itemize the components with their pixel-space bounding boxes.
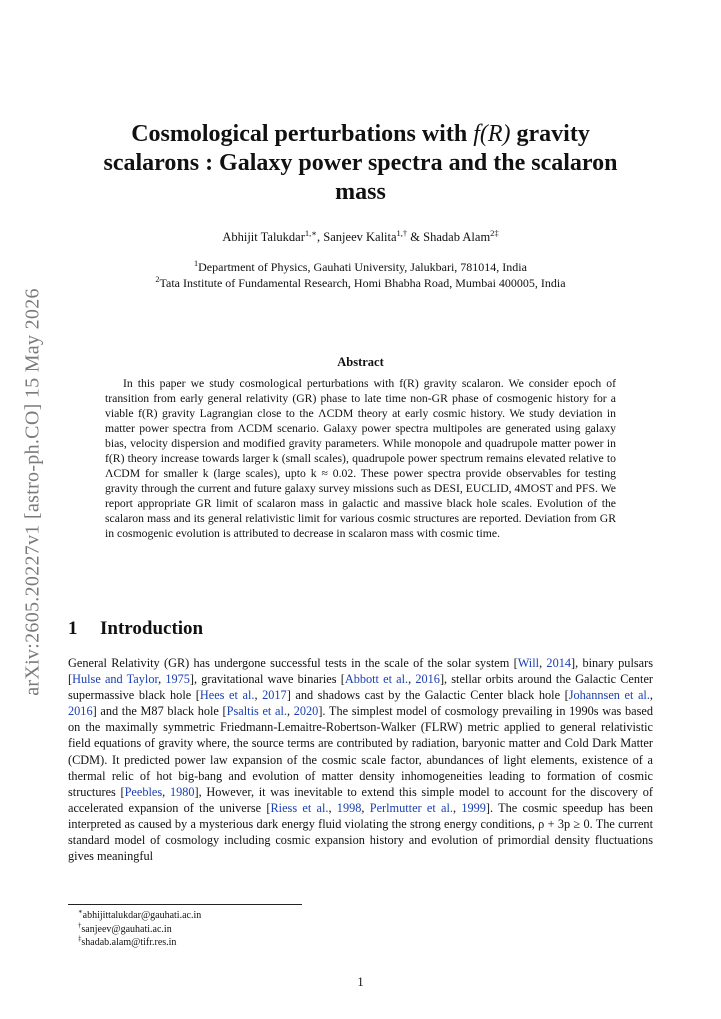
citation-link[interactable]: 2016 bbox=[68, 704, 93, 719]
body-text: ], binary pulsars [ bbox=[68, 656, 653, 687]
abstract-heading: Abstract bbox=[337, 355, 384, 369]
page-number: 1 bbox=[357, 975, 364, 989]
section-title: Introduction bbox=[100, 618, 204, 639]
citation-link[interactable]: Hulse and Taylor bbox=[72, 672, 159, 687]
body-text: , bbox=[328, 800, 337, 815]
citation-link[interactable]: 2020 bbox=[293, 704, 319, 719]
body-text: ], stellar orbits around the Galactic Center supermassive black hole [ bbox=[68, 672, 653, 703]
citation-link[interactable]: 1975 bbox=[165, 672, 190, 687]
author-name: Abhijit Talukdar bbox=[222, 230, 305, 244]
footnotes bbox=[78, 909, 201, 950]
affiliation-text: Department of Physics, Gauhati University, Jalukbari, 781014, India bbox=[198, 260, 527, 274]
body-text: ] and shadows cast by the Galactic Center black hole [ bbox=[286, 688, 569, 703]
citation-link[interactable]: 2014 bbox=[546, 656, 572, 670]
title-fR: f(R) bbox=[473, 121, 511, 147]
affiliation-text: Tata Institute of Fundamental Research, Homi Bhabha Road, Mumbai 400005, India bbox=[159, 276, 566, 290]
author-list bbox=[90, 227, 631, 245]
citation-link[interactable]: Psaltis et al. bbox=[226, 704, 287, 719]
affiliation-mark: 2 bbox=[155, 275, 160, 284]
author-separator: & bbox=[407, 230, 424, 244]
footnote-email[interactable]: sanjeev@gauhati.ac.in bbox=[81, 923, 172, 935]
citation-link[interactable]: Perlmutter et al. bbox=[369, 800, 453, 815]
body-text: , bbox=[539, 656, 547, 670]
citation-link[interactable]: 1980 bbox=[169, 784, 195, 799]
body-text: , bbox=[408, 672, 416, 687]
footnote-mark: ‡ bbox=[78, 935, 82, 943]
footnote bbox=[78, 923, 201, 937]
author-separator: , bbox=[317, 230, 324, 244]
affiliation-mark: 1 bbox=[194, 259, 199, 268]
body-text: ]. The simplest model of cosmology prevailing in 1990s was based on the maximally symmetric Friedmann-Lemaitre-Robertson-Walker (FLRW) metric applied to general relativistic field equations of gravity where, the source terms are contributed by radiation, baryonic matter and Cold Dark Matter (CDM). It predicted power law expansion of the cosmic scale factor, abundances of light elements, existence of a thermal relic of hot big-bang and evolution of matter density inhomogeneities leading to formation of cosmic structures [ bbox=[68, 704, 653, 799]
citation-link[interactable]: Peebles bbox=[124, 784, 163, 799]
body-text: , bbox=[254, 688, 263, 703]
affiliation-1 bbox=[90, 260, 631, 275]
body-text: ] and the M87 black hole [ bbox=[92, 704, 227, 719]
footnote-divider bbox=[68, 904, 302, 905]
body-text: , bbox=[649, 688, 653, 703]
citation-link[interactable]: Hees et al. bbox=[199, 688, 255, 703]
body-text: ], However, it was inevitable to extend this simple model to account for the discovery of accelerated expansion of the universe [ bbox=[68, 784, 653, 815]
footnote bbox=[78, 936, 201, 950]
author-name: Shadab Alam bbox=[423, 230, 491, 244]
body-text: , bbox=[158, 672, 166, 687]
body-text: ], gravitational wave binaries [ bbox=[189, 672, 345, 687]
author-mark: 1,∗ bbox=[304, 227, 318, 238]
citation-link[interactable]: 2016 bbox=[415, 672, 440, 687]
title-part1: Cosmological perturbations with bbox=[131, 121, 474, 147]
footnote-email[interactable]: shadab.alam@tifr.res.in bbox=[81, 937, 177, 949]
affiliation-2 bbox=[90, 276, 631, 291]
footnote bbox=[78, 909, 201, 923]
arxiv-identifier[interactable]: arXiv:2605.20227v1 [astro-ph.CO] 15 May 2026 bbox=[21, 288, 44, 696]
footnote-email[interactable]: abhijittalukdar@gauhati.ac.in bbox=[82, 910, 202, 921]
footnote-mark: † bbox=[78, 922, 82, 930]
footnote-mark: ∗ bbox=[78, 908, 83, 916]
body-text: , bbox=[361, 800, 370, 815]
body-text: General Relativity (GR) has undergone successful tests in the scale of the solar system [ bbox=[68, 656, 518, 670]
author-name: Sanjeev Kalita bbox=[323, 230, 397, 244]
body-text: , bbox=[452, 800, 462, 815]
author-mark: 1,† bbox=[396, 227, 408, 238]
paper-title bbox=[90, 120, 631, 207]
section-number: 1 bbox=[68, 618, 78, 639]
citation-link[interactable]: Johannsen et al. bbox=[568, 688, 650, 703]
citation-link[interactable]: 1998 bbox=[336, 800, 362, 815]
arxiv-sidebar bbox=[12, 262, 54, 722]
introduction-paragraph bbox=[68, 655, 653, 864]
body-text: , bbox=[162, 784, 170, 799]
citation-link[interactable]: Riess et al. bbox=[270, 800, 329, 815]
citation-link[interactable]: Abbott et al. bbox=[344, 672, 409, 687]
author-mark: 2‡ bbox=[490, 227, 499, 238]
section-heading bbox=[68, 618, 203, 640]
citation-link[interactable]: Will bbox=[517, 656, 540, 670]
title-part2: gravity scalarons : Galaxy power spectra and the scalaron mass bbox=[103, 121, 618, 205]
body-text: ]. The cosmic speedup has been interpreted as caused by a mysterious dark energy fluid violating the strong energy conditions, ρ + 3p ≥ 0. The current standard model of cosmology including cosmic expansion history and evolution of primordial density fluctuations gives meaningful bbox=[68, 800, 654, 864]
body-text: , bbox=[286, 704, 294, 719]
abstract-body: In this paper we study cosmological perturbations with f(R) gravity scalaron. We consider epoch of transition from early general relativity (GR) phase to late time non-GR phase of cosmogenic history for a viable f(R) gravity Lagrangian close to the ΛCDM theory at early cosmic history. We study deviation in matter power spectra from ΛCDM scenario. Galaxy power spectra multipoles are generated using galaxy bias, velocity dispersion and modified gravity parameters. While monopole and quadrupole matter power in f(R) theory increase towards larger k (small scales), quadrupole power spectrum remains elevated relative to ΛCDM for smaller k (large scales), upto k ≈ 0.02. These power spectra provide observables for testing gravity through the current and future galaxy survey missions such as DESI, EUCLID, 4MOST and PFS. We report appropriate GR limit of scalaron mass in galactic and massive black hole scales. Evolution of the scalaron mass and its general relativistic limit for various cosmic structures are reported. Deviation from GR in cosmogenic evolution is attributed to decrease in scalaron mass with cosmic time. bbox=[105, 377, 616, 541]
citation-link[interactable]: 1999 bbox=[461, 800, 486, 815]
citation-link[interactable]: 2017 bbox=[262, 688, 287, 703]
